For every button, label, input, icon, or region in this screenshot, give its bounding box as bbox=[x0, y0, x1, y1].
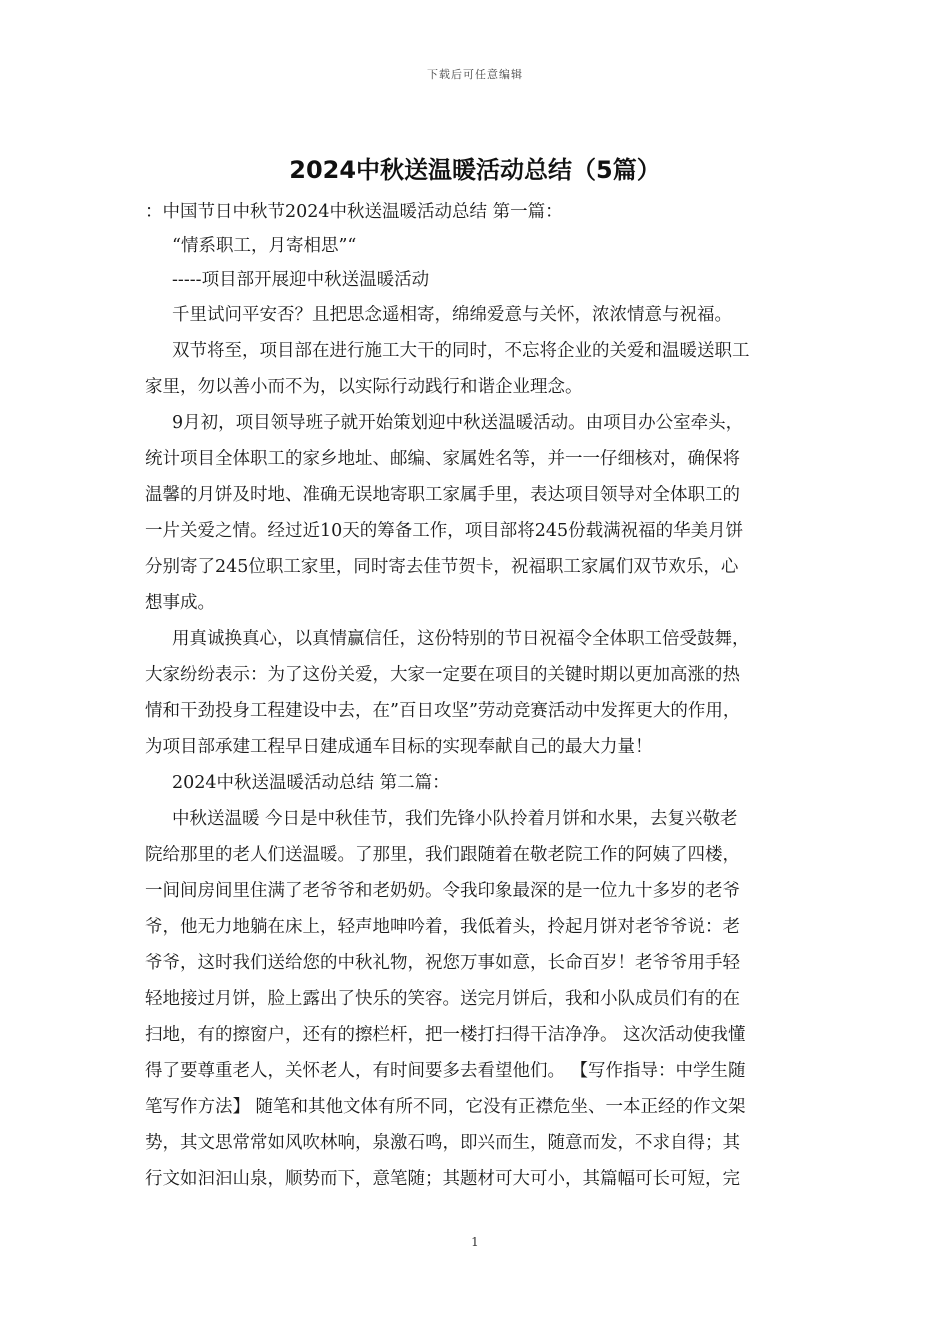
document-body bbox=[145, 195, 813, 1197]
text-line: 中秋送温暖 今日是中秋佳节，我们先锋小队拎着月饼和水果，去复兴敬老 bbox=[172, 809, 738, 829]
text-line: 用真诚换真心，以真情赢信任，这份特别的节日祝福令全体职工倍受鼓舞， bbox=[172, 629, 750, 649]
text-line: 双节将至，项目部在进行施工大干的同时，不忘将企业的关爱和温暖送职工 bbox=[172, 341, 750, 361]
text-line: 9月初，项目领导班子就开始策划迎中秋送温暖活动。由项目办公室牵头， bbox=[172, 413, 744, 433]
header-note: 下载后可任意编辑 bbox=[427, 68, 523, 81]
text-line: 扫地，有的擦窗户，还有的擦栏杆，把一楼打扫得干洁净净。 这次活动使我懂 bbox=[145, 1025, 746, 1045]
text-line: 为项目部承建工程早日建成通车目标的实现奉献自己的最大力量！ bbox=[145, 737, 653, 757]
text-line: 温馨的月饼及时地、准确无误地寄职工家属手里，表达项目领导对全体职工的 bbox=[145, 485, 740, 505]
text-line: 想事成。 bbox=[145, 593, 215, 613]
text-line: 大家纷纷表示：为了这份关爱，大家一定要在项目的关键时期以更加高涨的热 bbox=[145, 665, 740, 685]
text-line: 爷，他无力地躺在床上，轻声地呻吟着，我低着头，拎起月饼对老爷爷说：老 bbox=[145, 917, 740, 937]
text-line: -----项目部开展迎中秋送温暖活动 bbox=[172, 270, 430, 290]
text-line: 一片关爱之情。经过近10天的筹备工作，项目部将245份载满祝福的华美月饼 bbox=[145, 521, 744, 541]
text-line: 千里试问平安否？且把思念遥相寄，绵绵爱意与关怀，浓浓情意与祝福。 bbox=[172, 305, 732, 325]
text-line: 得了要尊重老人，关怀老人，有时间要多去看望他们。 【写作指导：中学生随 bbox=[145, 1061, 746, 1081]
text-line: 势，其文思常常如风吹林响，泉激石鸣，即兴而生，随意而发，不求自得；其 bbox=[145, 1133, 740, 1153]
document-title: 2024中秋送温暖活动总结（5篇） bbox=[289, 156, 661, 184]
text-line: 统计项目全体职工的家乡地址、邮编、家属姓名等，并一一仔细核对，确保将 bbox=[145, 449, 740, 469]
text-line: 分别寄了245位职工家里，同时寄去佳节贺卡，祝福职工家属们双节欢乐，心 bbox=[145, 557, 739, 577]
page-number: 1 bbox=[471, 1235, 479, 1249]
text-line: 行文如汩汩山泉，顺势而下，意笔随；其题材可大可小，其篇幅可长可短，完 bbox=[145, 1169, 740, 1189]
text-line: 一间间房间里住满了老爷爷和老奶奶。令我印象最深的是一位九十多岁的老爷 bbox=[145, 881, 740, 901]
text-line: 情和干劲投身工程建设中去，在”百日攻坚”劳动竞赛活动中发挥更大的作用， bbox=[145, 701, 741, 721]
text-line: 2024中秋送温暖活动总结 第二篇： bbox=[172, 773, 450, 793]
text-line: “情系职工，月寄相思”“ bbox=[172, 236, 357, 256]
text-line: ：中国节日中秋节2024中秋送温暖活动总结 第一篇： bbox=[145, 202, 563, 222]
text-line: 院给那里的老人们送温暖。了那里，我们跟随着在敬老院工作的阿姨了四楼， bbox=[145, 845, 740, 865]
text-line: 轻地接过月饼，脸上露出了快乐的笑容。送完月饼后，我和小队成员们有的在 bbox=[145, 989, 740, 1009]
text-line: 笔写作方法】 随笔和其他文体有所不同，它没有正襟危坐、一本正经的作文架 bbox=[145, 1097, 746, 1117]
text-line: 爷爷，这时我们送给您的中秋礼物，祝您万事如意，长命百岁！老爷爷用手轻 bbox=[145, 953, 740, 973]
text-line: 家里，勿以善小而不为，以实际行动践行和谐企业理念。 bbox=[145, 377, 583, 397]
